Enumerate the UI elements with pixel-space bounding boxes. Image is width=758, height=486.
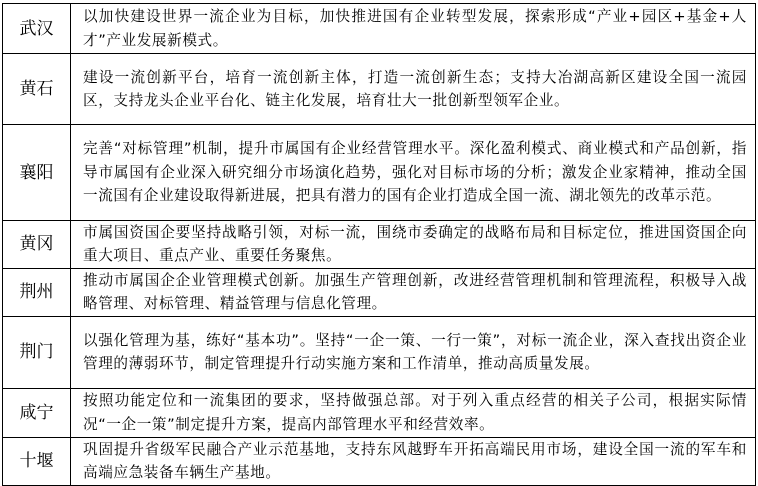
table-row	[3, 125, 756, 221]
policy-text-cell: 推动市属国企企业管理模式创新。加强生产管理创新，改进经营管理机制和管理流程，积极导入战略管理、对标管理、精益管理与信息化管理。	[71, 268, 756, 316]
city-cell: 黄冈	[3, 221, 71, 269]
policy-text-cell: 完善“对标管理”机制，提升市属国有企业经营管理水平。深化盈利模式、商业模式和产品创新，指导市属国有企业深入研究细分市场演化趋势，强化对目标市场的分析；激发企业家精神，推动全国一流国有企业建设取得新进展，把具有潜力的国有企业打造成全国一流、湖北领先的改革示范。	[71, 125, 756, 221]
policy-text-cell: 建设一流创新平台，培育一流创新主体，打造一流创新生态；支持大冶湖高新区建设全国一流园区，支持龙头企业平台化、链主化发展，培育壮大一批创新型领军企业。	[71, 54, 756, 125]
city-policy-table	[2, 3, 756, 486]
city-cell: 咸宁	[3, 388, 71, 437]
city-cell: 武汉	[3, 4, 71, 54]
policy-text-cell: 以加快建设世界一流企业为目标，加快推进国有企业转型发展，探索形成“产业+园区+基金+人才”产业发展新模式。	[71, 4, 756, 54]
city-cell: 荆州	[3, 268, 71, 316]
table-row	[3, 388, 756, 437]
table-row	[3, 316, 756, 388]
policy-text-cell: 按照功能定位和一流集团的要求，坚持做强总部。对于列入重点经营的相关子公司，根据实际情况“一企一策”制定提升方案，提高内部管理水平和经营效率。	[71, 388, 756, 437]
city-cell: 襄阳	[3, 125, 71, 221]
table-row	[3, 54, 756, 125]
table-row	[3, 268, 756, 316]
policy-text-cell: 以强化管理为基，练好“基本功”。坚持“一企一策、一行一策”，对标一流企业，深入查找出资企业管理的薄弱环节，制定管理提升行动实施方案和工作清单，推动高质量发展。	[71, 316, 756, 388]
table-row	[3, 221, 756, 269]
city-cell: 荆门	[3, 316, 71, 388]
table-row	[3, 4, 756, 54]
city-cell: 十堰	[3, 437, 71, 485]
policy-text-cell: 市属国资国企要坚持战略引领，对标一流，围绕市委确定的战略布局和目标定位，推进国资国企向重大项目、重点产业、重要任务聚焦。	[71, 221, 756, 269]
table-row	[3, 437, 756, 485]
city-cell: 黄石	[3, 54, 71, 125]
policy-text-cell: 巩固提升省级军民融合产业示范基地，支持东风越野车开拓高端民用市场，建设全国一流的军车和高端应急装备车辆生产基地。	[71, 437, 756, 485]
